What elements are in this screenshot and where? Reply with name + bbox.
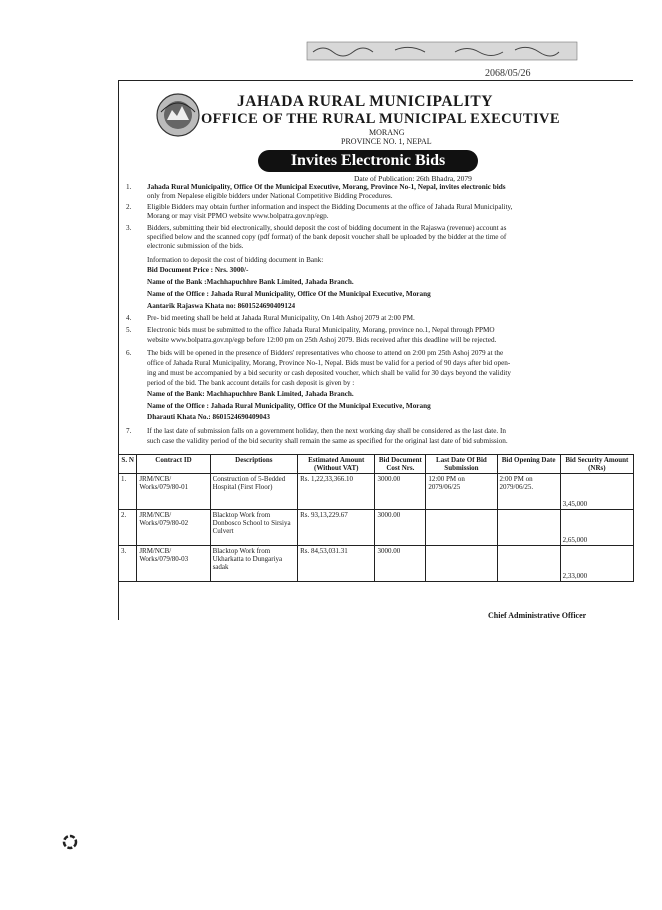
- table-cell: 3000.00: [375, 474, 426, 510]
- notice-border: [119, 80, 633, 81]
- item-number: 5.: [126, 326, 132, 334]
- column-header: Bid Opening Date: [497, 455, 560, 474]
- bid-document-price: Bid Document Price : Nrs. 3000/-: [147, 266, 249, 274]
- province: PROVINCE NO. 1, NEPAL: [341, 137, 432, 146]
- table-cell: 2,33,000: [560, 546, 633, 582]
- publication-date: Date of Publication: 26th Bhadra, 2079: [354, 174, 472, 183]
- stamp-date: 2068/05/26: [485, 68, 531, 79]
- item-line: Electronic bids must be submitted to the office Jahada Rural Municipality, Morang, province no.1, Nepal through PPMO: [147, 326, 495, 334]
- item-number: 6.: [126, 349, 132, 357]
- table-cell: 12:00 PM on 2079/06/25: [426, 474, 497, 510]
- item-line: The bids will be opened in the presence of Bidders' representatives who choose to attend on 2:00 pm 25th Ashoj 2079 at the: [147, 349, 504, 357]
- table-cell: Rs. 84,53,031.31: [298, 546, 375, 582]
- table-cell: JRM/NCB/ Works/079/80-02: [137, 510, 210, 546]
- government-seal-icon: [155, 92, 201, 138]
- revenue-account-number: Aantarik Rajaswa Khata no: 8601524690409124: [147, 302, 296, 310]
- column-header: Bid Security Amount (NRs): [560, 455, 633, 474]
- table-cell: JRM/NCB/ Works/079/80-03: [137, 546, 210, 582]
- item-line: such case the validity period of the bid security shall remain the same as specified for the original last date of bid submission.: [147, 437, 508, 445]
- table-cell: 3000.00: [375, 510, 426, 546]
- table-cell: Construction of 5-Bedded Hospital (First Floor): [210, 474, 298, 510]
- bank-name: Name of the Bank :Machhapuchhre Bank Limited, Jahada Branch.: [147, 278, 354, 286]
- table-cell: 3,45,000: [560, 474, 633, 510]
- table-cell: 2,65,000: [560, 510, 633, 546]
- item-line: Bidders, submitting their bid electronically, should deposit the cost of bidding document in the Rajaswa (revenue) account as: [147, 224, 507, 232]
- table-cell: [426, 546, 497, 582]
- table-row: [119, 510, 634, 546]
- item-line: website www.bolpatra.gov.np/egp before 12:00 pm on 25th Ashoj 2079. Bids received after this deadline will be rejected.: [147, 336, 497, 344]
- item-number: 2.: [126, 203, 132, 211]
- item-number: 7.: [126, 427, 132, 435]
- table-cell: JRM/NCB/ Works/079/80-01: [137, 474, 210, 510]
- table-cell: [497, 546, 560, 582]
- deposit-bank-name: Name of the Bank: Machhapuchhre Bank Limited, Jahada Branch.: [147, 390, 354, 398]
- item-number: 3.: [126, 224, 132, 232]
- office-name: OFFICE OF THE RURAL MUNICIPAL EXECUTIVE: [201, 111, 560, 127]
- table-header-row: [119, 455, 634, 474]
- table-cell: 1.: [119, 474, 137, 510]
- table-cell: 2.: [119, 510, 137, 546]
- table-cell: Blacktop Work from Ukharkatta to Dungariya sadak: [210, 546, 298, 582]
- deposit-account-number: Dharauti Khata No.: 8601524690409043: [147, 413, 270, 421]
- district: MORANG: [369, 128, 405, 137]
- item-line: Eligible Bidders may obtain further information and inspect the Bidding Documents at the office of Jahada Rural Municipality,: [147, 203, 513, 211]
- column-header: Estimated Amount (Without VAT): [298, 455, 375, 474]
- item-number: 1.: [126, 183, 132, 191]
- signature-title: Chief Administrative Officer: [488, 611, 587, 620]
- item-line: Jahada Rural Municipality, Office Of the Municipal Executive, Morang, Province No-1, Nepal, invites electronic bids: [147, 183, 506, 191]
- item-line: only from Nepalese eligible bidders under National Competitive Bidding Procedures.: [147, 192, 393, 200]
- item-line: office of Jahada Rural Municipality, Morang, Province No-1, Nepal. Bids must be valid for a period of 90 days after bid open-: [147, 359, 511, 367]
- deposit-office-name: Name of the Office : Jahada Rural Municipality, Office Of the Municipal Executive, Morang: [147, 402, 431, 410]
- municipality-name: JAHADA RURAL MUNICIPALITY: [237, 93, 493, 110]
- table-cell: Blacktop Work from Donbosco School to Sirsiya Culvert: [210, 510, 298, 546]
- table-cell: [426, 510, 497, 546]
- column-header: Descriptions: [210, 455, 298, 474]
- table-cell: Rs. 93,13,229.67: [298, 510, 375, 546]
- notice-banner: Invites Electronic Bids: [258, 150, 478, 172]
- item-line: Pre- bid meeting shall be held at Jahada Rural Municipality, On 14th Ashoj 2079 at 2:00 PM.: [147, 314, 415, 322]
- column-header: S. N: [119, 455, 137, 474]
- item-number: 4.: [126, 314, 132, 322]
- item-line: ing and must be accompanied by a bid security or cash deposited voucher, which shall be valid for 30 days beyond the validity: [147, 369, 511, 377]
- table-cell: 3.: [119, 546, 137, 582]
- column-header: Contract ID: [137, 455, 210, 474]
- item-line: If the last date of submission falls on a government holiday, then the next working day shall be considered as the last date. In: [147, 427, 507, 435]
- binder-hole-icon: [60, 832, 80, 852]
- item-line: specified below and the scanned copy (pdf format) of the bank deposit voucher shall be uploaded by the bidder at the time of: [147, 233, 507, 241]
- column-header: Last Date Of Bid Submission: [426, 455, 497, 474]
- table-cell: [497, 510, 560, 546]
- item-line: period of the bid. The bank account details for cash deposit is given by :: [147, 379, 355, 387]
- item-line: Information to deposit the cost of bidding document in Bank:: [147, 256, 324, 264]
- table-row: [119, 474, 634, 510]
- received-stamp: [305, 40, 580, 80]
- table-cell: Rs. 1,22,33,366.10: [298, 474, 375, 510]
- item-line: electronic submission of the bids.: [147, 242, 244, 250]
- item-line: Morang or may visit PPMO website www.bolpatra.gov.np/egp.: [147, 212, 329, 220]
- table-cell: 3000.00: [375, 546, 426, 582]
- bid-table: [118, 454, 634, 582]
- office-account-name: Name of the Office : Jahada Rural Municipality, Office Of the Municipal Executive, Morang: [147, 290, 431, 298]
- column-header: Bid Document Cost Nrs.: [375, 455, 426, 474]
- table-row: [119, 546, 634, 582]
- table-cell: 2:00 PM on 2079/06/25.: [497, 474, 560, 510]
